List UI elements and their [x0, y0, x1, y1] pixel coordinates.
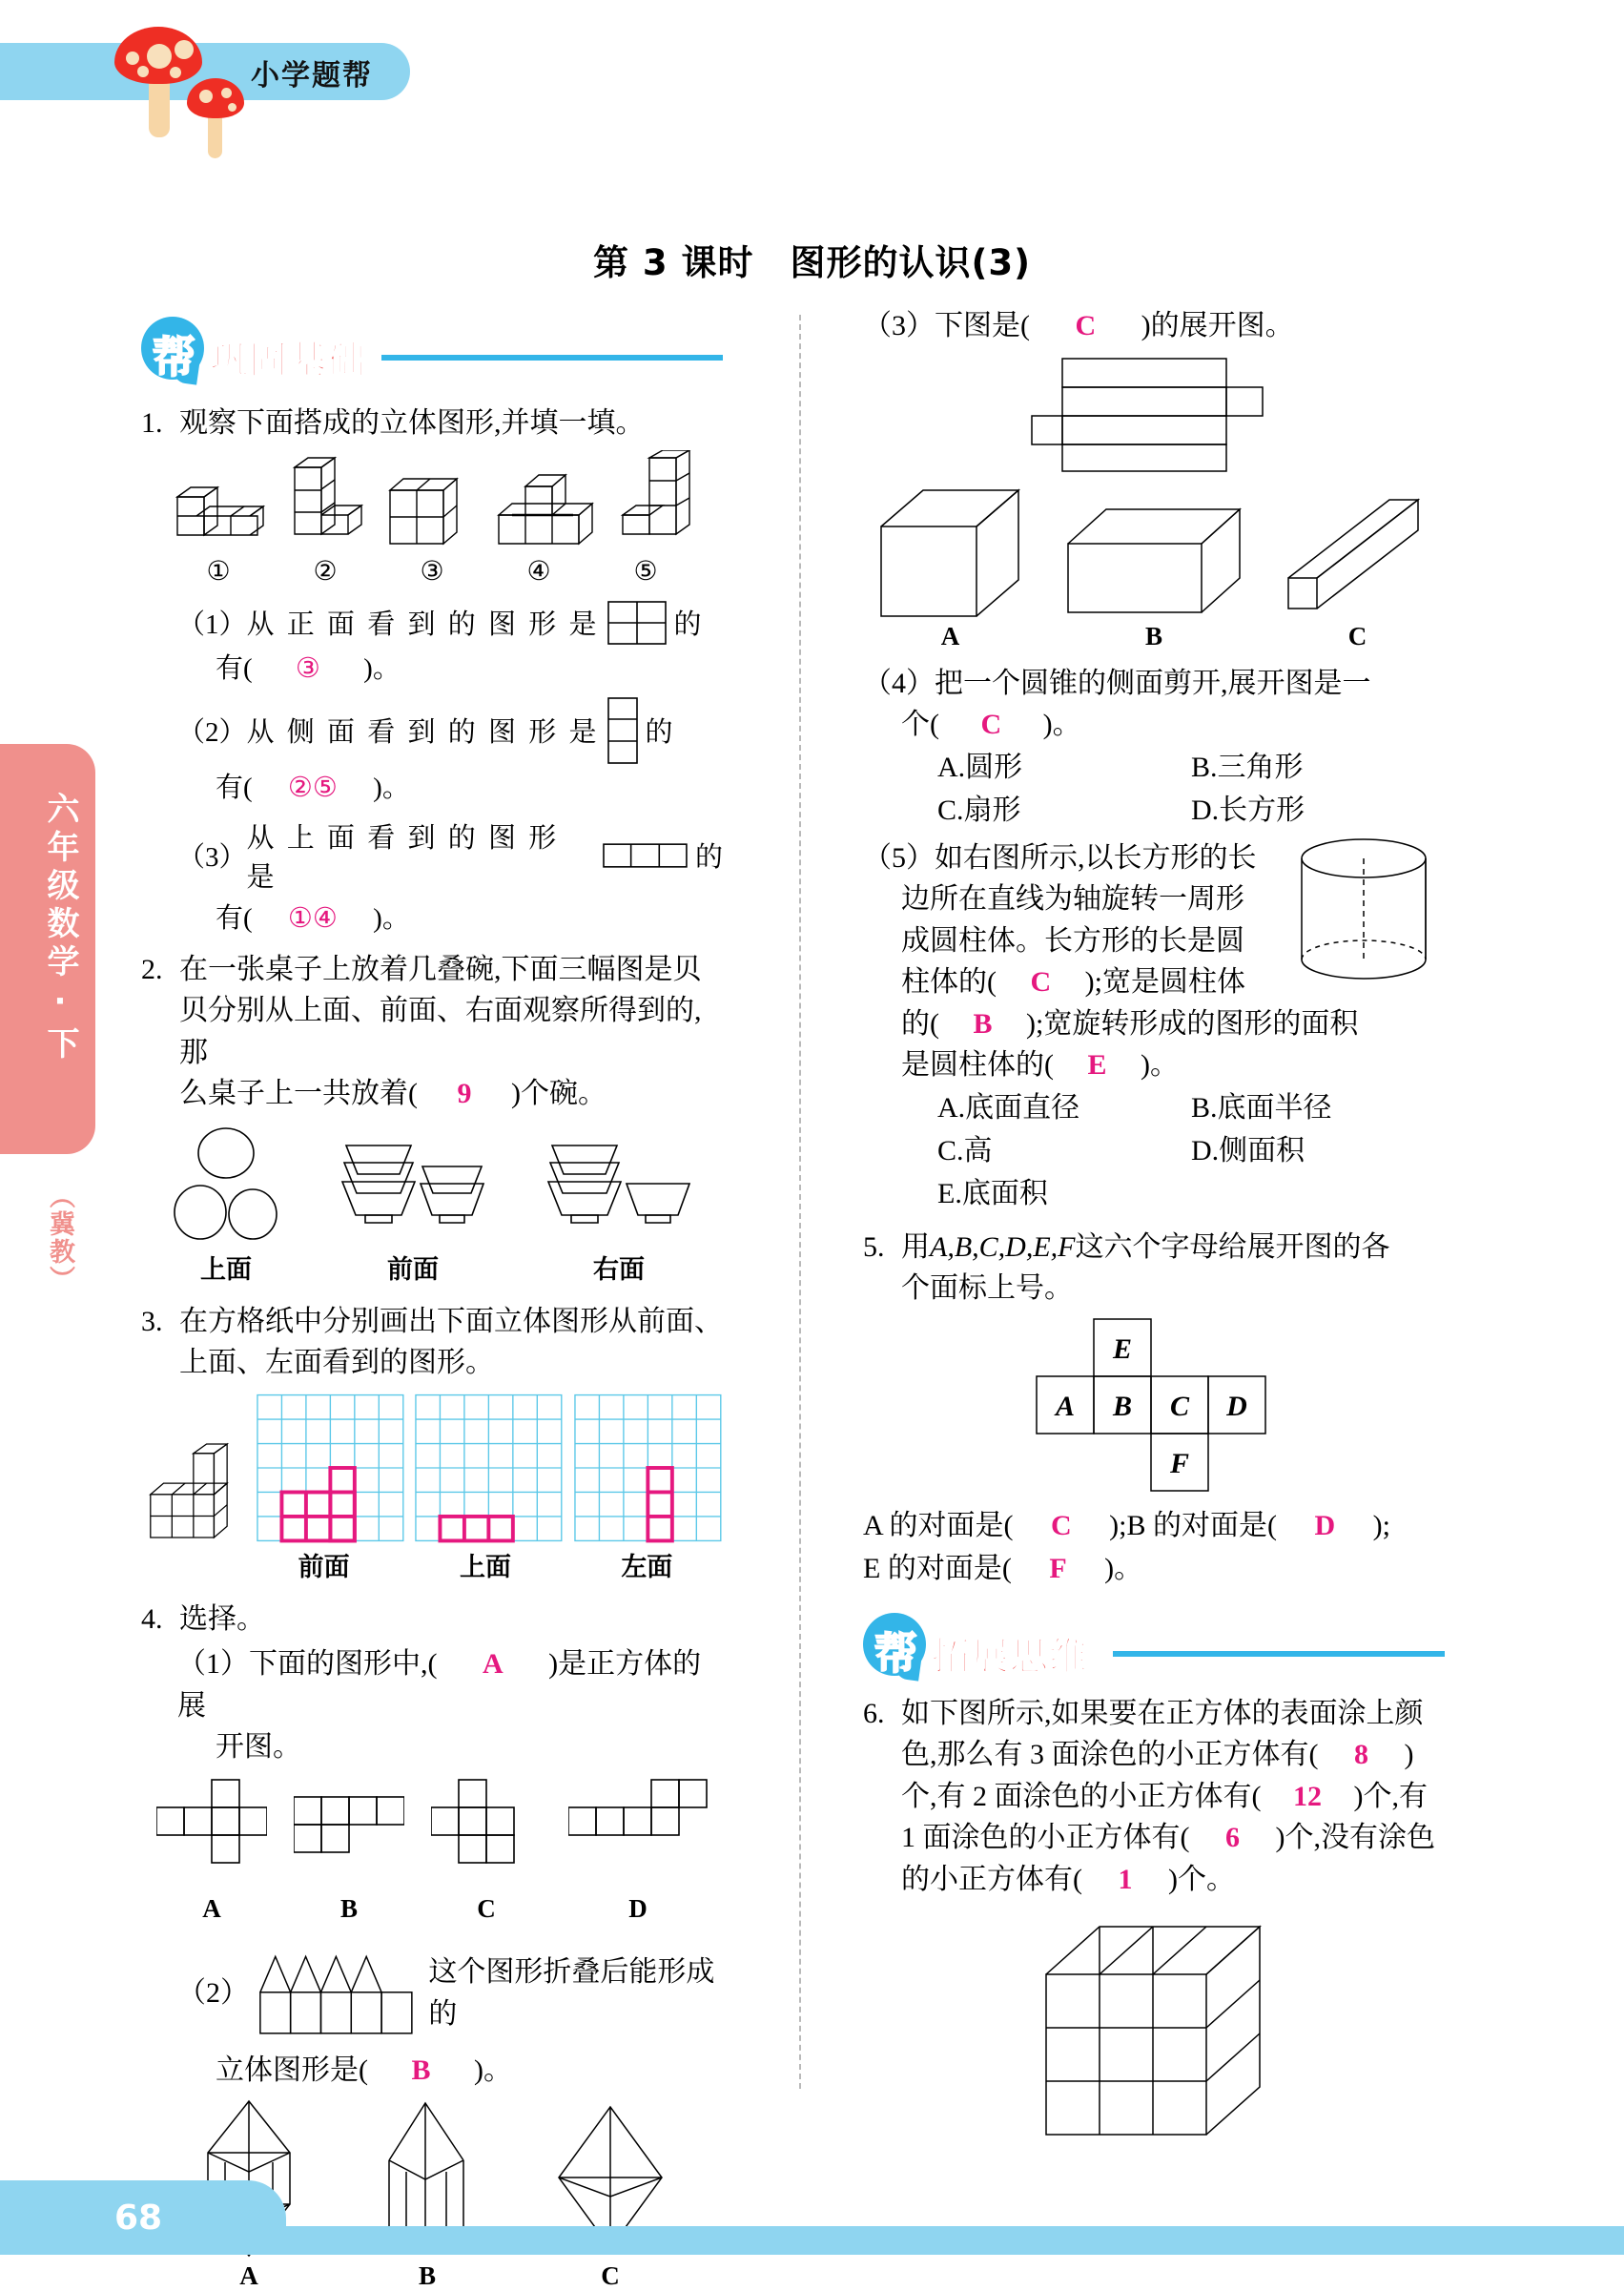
section-rule — [381, 355, 723, 361]
option-D[interactable] — [1191, 789, 1445, 832]
question-1-sub-3-answer-line — [216, 897, 723, 936]
answer-suffix: )。 — [373, 902, 410, 934]
solid-figure-4 — [493, 462, 596, 553]
figure-label: ② — [313, 556, 338, 587]
cube-3x3x3 — [1035, 1913, 1273, 2152]
question-4-sub3-labels — [863, 622, 1445, 651]
grid-label: 左面 — [621, 1552, 673, 1581]
option-key: D. — [1191, 794, 1220, 826]
sub-line-1: 如右图所示,以长方形的长 — [935, 841, 1257, 874]
sub-label: （2） — [177, 1976, 249, 2009]
page-title: 第 3 课时 图形的认识(3) — [592, 242, 1032, 283]
line-prefix: 个,有 2 面涂色的小正方体有( — [901, 1780, 1262, 1812]
question-6 — [863, 1693, 1445, 1901]
sub-suffix: )的展开图。 — [1141, 310, 1294, 341]
svg-text:E: E — [1112, 1332, 1133, 1365]
net-option-B — [294, 1778, 404, 1892]
question-4-sub5-options-row-1 — [937, 1086, 1445, 1129]
option-B[interactable] — [1191, 1086, 1445, 1129]
question-4-sub-1 — [177, 1643, 723, 1768]
line-suffix: ); — [1372, 1509, 1390, 1541]
view-label: 前面 — [387, 1254, 439, 1284]
solid-figure-3 — [384, 462, 472, 553]
sub-label: （1） — [177, 1648, 249, 1680]
cylinder-rotation-figure — [1292, 837, 1445, 1000]
question-1-text: 观察下面搭成的立体图形,并填一填。 — [179, 407, 645, 439]
answer-suffix: )。 — [373, 772, 410, 803]
sub-tail: 的 — [694, 842, 723, 873]
letters-list: A,B,C,D,E,F — [930, 1230, 1076, 1263]
section-badge-label: 帮 — [874, 1627, 918, 1679]
option-text: 长方形 — [1219, 794, 1305, 826]
question-6-number: 6. — [863, 1697, 885, 1729]
sub-text: 从 正 面 看 到 的 图 形 是 — [246, 609, 600, 640]
column-divider — [799, 315, 801, 2089]
option-text: 三角形 — [1217, 751, 1304, 783]
answer-value[interactable]: C — [1075, 310, 1097, 341]
option-key: D. — [1191, 1134, 1220, 1166]
figure-label: ⑤ — [633, 556, 658, 587]
line-prefix: 用 — [901, 1230, 930, 1263]
line-prefix: 是圆柱体的( — [901, 1049, 1054, 1081]
option-label: D — [628, 1893, 648, 1923]
sub-line-2: 开图。 — [216, 1731, 301, 1763]
question-4-sub-3 — [863, 305, 1445, 347]
sub-label: （5） — [863, 841, 935, 874]
page-number: 68 — [114, 2198, 163, 2238]
sub-label: （1） — [177, 609, 247, 640]
question-4-sub1-figures — [141, 1778, 723, 1892]
view-label: 右面 — [593, 1254, 645, 1284]
line-prefix: 的( — [901, 1007, 939, 1040]
sub-prefix: 下图是( — [935, 310, 1030, 341]
answer-value-3[interactable]: F — [1049, 1552, 1067, 1584]
side-tab-edition: （冀教） — [45, 1183, 74, 1293]
option-A[interactable] — [937, 1086, 1191, 1129]
option-label: A — [239, 2260, 258, 2290]
net-pentagon-prism — [258, 1937, 419, 2042]
question-1-sub-1-answer-line — [216, 647, 723, 686]
answer-value-2[interactable]: B — [973, 1007, 993, 1040]
question-4-sub1-labels — [141, 1894, 723, 1924]
question-1-figures — [141, 450, 723, 553]
solid-figure-stairs — [141, 1437, 246, 1544]
section-title-label: 拓展思维 — [932, 1634, 1088, 1679]
line-suffix: ) — [1404, 1739, 1414, 1770]
option-label: A — [940, 621, 960, 650]
question-2-figures — [141, 1125, 723, 1247]
line-prefix: 的小正方体有( — [901, 1863, 1082, 1895]
svg-text:A: A — [1055, 1390, 1076, 1422]
question-5-net — [863, 1317, 1445, 1495]
line-mid: );宽是圆柱体 — [1084, 966, 1245, 998]
svg-text:B: B — [1112, 1390, 1133, 1422]
option-label: C — [1347, 621, 1367, 650]
answer-prefix: 有( — [216, 902, 253, 934]
line-prefix: 么桌子上一共放着( — [179, 1078, 418, 1109]
sub-suffix: )是正方体的展 — [177, 1648, 702, 1722]
grid-left-view — [573, 1392, 723, 1544]
grid-label: 上面 — [459, 1552, 511, 1581]
right-column — [863, 305, 1445, 2152]
line-suffix: )个。 — [1168, 1863, 1235, 1895]
left-column — [141, 315, 723, 2291]
question-2-line-2: 贝分别从上面、前面、右面观察所得到的,那 — [179, 995, 702, 1068]
answer-prefix: 有( — [216, 772, 253, 803]
option-text: 底面半径 — [1217, 1091, 1332, 1124]
answer-value-3[interactable]: E — [1087, 1049, 1107, 1081]
option-D[interactable] — [1191, 1129, 1445, 1172]
line-mid: );宽旋转形成的图形的面积 — [1026, 1007, 1359, 1040]
option-label: B — [339, 1893, 358, 1923]
option-text: 侧面积 — [1219, 1134, 1305, 1166]
sub-tail: 的 — [645, 717, 673, 748]
question-4-sub3-figures — [863, 486, 1445, 620]
answer-prefix: 有( — [216, 652, 253, 684]
solid-cuboid-B — [1066, 486, 1243, 620]
line-mid: );B 的对面是( — [1109, 1509, 1277, 1541]
answer-value[interactable]: ①④ — [287, 902, 338, 934]
svg-text:D: D — [1226, 1390, 1247, 1422]
question-1-sub-2 — [177, 697, 723, 764]
section-header-extend — [863, 1611, 1445, 1685]
option-text: 扇形 — [963, 794, 1021, 826]
option-label: C — [601, 2260, 620, 2290]
question-1 — [141, 402, 723, 444]
mushroom-small-icon — [187, 78, 244, 162]
question-3-line-1: 在方格纸中分别画出下面立体图形从前面、 — [179, 1305, 723, 1337]
question-4-sub2-answer-line — [216, 2046, 723, 2088]
question-1-figure-labels — [141, 555, 723, 588]
question-2-line-1: 在一张桌子上放着几叠碗,下面三幅图是贝 — [179, 953, 702, 985]
question-3-number: 3. — [141, 1305, 163, 1337]
sub-line-2: 边所在直线为轴旋转一周形 — [901, 883, 1244, 915]
view-shape-front — [607, 601, 667, 645]
sub-label: （4） — [863, 667, 935, 699]
answer-value-1[interactable]: C — [1030, 966, 1052, 998]
option-E[interactable] — [937, 1172, 1191, 1215]
sub-line-1: 把一个圆锥的侧面剪开,展开图是一 — [935, 667, 1371, 699]
question-4-sub-2 — [177, 1937, 723, 2042]
bowls-top-view — [169, 1125, 283, 1247]
view-shape-side — [607, 697, 638, 764]
net-option-A — [156, 1778, 267, 1892]
solid-figure-5 — [617, 450, 691, 553]
option-B[interactable] — [1191, 746, 1445, 789]
line-suffix: )个,有 — [1353, 1780, 1428, 1812]
question-5-answers — [863, 1504, 1445, 1590]
option-label: B — [1144, 621, 1162, 650]
question-3-grid-labels — [141, 1546, 723, 1583]
figure-label: ④ — [526, 556, 551, 587]
question-3-line-2: 上面、左面看到的图形。 — [179, 1347, 494, 1378]
question-1-sub-1 — [177, 601, 723, 645]
option-key: E. — [937, 1177, 962, 1209]
grid-label: 前面 — [298, 1552, 350, 1581]
line-prefix: 立体图形是( — [216, 2054, 368, 2086]
answer-value-2[interactable]: 12 — [1293, 1780, 1322, 1812]
line-prefix: 1 面涂色的小正方体有( — [901, 1822, 1190, 1853]
question-4-sub-4 — [863, 663, 1445, 746]
solid-figure-2 — [289, 450, 363, 553]
solid-cube-A — [879, 486, 1022, 620]
side-tab-grade-subject: 六年级数学·下 — [41, 792, 79, 1064]
section-title-label: 巩固基础 — [210, 339, 366, 382]
option-label: C — [477, 1893, 496, 1923]
question-4-sub4-options-row-2 — [937, 789, 1445, 832]
question-6-figure — [863, 1913, 1445, 2152]
section-badge-label: 帮 — [153, 332, 196, 382]
answer-value[interactable]: ③ — [295, 652, 320, 684]
view-shape-top — [603, 843, 688, 868]
option-key: B. — [1191, 1091, 1218, 1124]
line-prefix: E 的对面是( — [863, 1552, 1012, 1584]
question-3 — [141, 1301, 723, 1384]
net-option-D — [568, 1778, 708, 1892]
question-5-line-2: 个面标上号。 — [901, 1272, 1073, 1304]
question-5-number: 5. — [863, 1230, 885, 1263]
figure-label: ③ — [420, 556, 444, 587]
net-rect-prism — [1030, 357, 1278, 473]
sub-label: （3） — [863, 310, 935, 341]
cube-net-labeled — [1035, 1317, 1273, 1495]
bowls-right-view — [543, 1125, 695, 1247]
question-1-sub-3 — [177, 816, 723, 895]
sub-text: 从 侧 面 看 到 的 图 形 是 — [246, 717, 600, 748]
question-4-sub5-options-row-3 — [937, 1172, 1445, 1215]
line-prefix: 个( — [901, 709, 939, 740]
svg-text:F: F — [1169, 1447, 1190, 1479]
svg-text:C: C — [1169, 1390, 1190, 1422]
line-prefix: A 的对面是( — [863, 1509, 1014, 1541]
sub-tail: 的 — [673, 609, 702, 640]
option-key: A. — [937, 751, 966, 783]
sub-prefix: 下面的图形中,( — [249, 1648, 438, 1680]
section-header-consolidate — [141, 315, 723, 389]
line-suffix: )。 — [1141, 1049, 1180, 1081]
option-key: B. — [1191, 751, 1218, 783]
question-4-sub-5 — [863, 837, 1445, 1086]
question-4-sub2-labels — [141, 2261, 723, 2291]
question-1-sub-2-answer-line — [216, 766, 723, 805]
question-5 — [863, 1227, 1445, 1310]
question-4 — [141, 1599, 723, 1641]
question-4-sub5-options-row-2 — [937, 1129, 1445, 1172]
header-logo-text: 小学题帮 — [251, 59, 373, 93]
answer-value[interactable]: ②⑤ — [287, 772, 338, 803]
sub-label: （3） — [177, 842, 247, 873]
question-4-sub3-net — [863, 357, 1445, 473]
line-prefix: 柱体的( — [901, 966, 997, 998]
grid-front-view — [256, 1392, 405, 1544]
question-2-view-labels — [141, 1249, 723, 1286]
option-text: 高 — [963, 1134, 993, 1166]
sub-text: 从 上 面 看 到 的 图 形 是 — [246, 822, 560, 893]
line-suffix: )。 — [1104, 1552, 1143, 1584]
figure-label: ① — [206, 556, 231, 587]
sub-line-3: 成圆柱体。长方形的长是圆 — [901, 924, 1244, 957]
option-A[interactable] — [937, 746, 1191, 789]
answer-value-1[interactable]: C — [1051, 1509, 1072, 1541]
bowls-front-view — [337, 1125, 489, 1247]
option-C[interactable] — [937, 789, 1191, 832]
question-4-sub4-options-row-1 — [937, 746, 1445, 789]
sub-label: （2） — [177, 717, 247, 748]
question-1-number: 1. — [141, 407, 163, 439]
grid-top-view — [414, 1392, 564, 1544]
question-4-text: 选择。 — [179, 1602, 265, 1635]
question-4-number: 4. — [141, 1602, 163, 1635]
line-suffix: )个,没有涂色 — [1275, 1822, 1435, 1853]
section-rule — [1113, 1651, 1445, 1657]
answer-value-3[interactable]: 6 — [1225, 1822, 1240, 1853]
question-2 — [141, 949, 723, 1115]
answer-suffix: )。 — [363, 652, 401, 684]
option-text: 底面积 — [961, 1177, 1048, 1209]
answer-value[interactable]: B — [411, 2054, 431, 2086]
answer-value[interactable]: 9 — [457, 1078, 472, 1109]
option-key: C. — [937, 794, 964, 826]
question-2-line-3 — [179, 1073, 723, 1115]
line-suffix: 这六个字母给展开图的各 — [1075, 1230, 1390, 1263]
option-label: B — [418, 2260, 436, 2290]
option-label: A — [202, 1893, 221, 1923]
line-suffix: )。 — [474, 2054, 513, 2086]
answer-value[interactable]: C — [980, 709, 1002, 740]
solid-figure-1 — [173, 463, 268, 553]
answer-value-4[interactable]: 1 — [1118, 1863, 1133, 1895]
question-2-number: 2. — [141, 953, 163, 985]
option-text: 圆形 — [965, 751, 1023, 783]
answer-value-1[interactable]: 8 — [1354, 1739, 1368, 1770]
option-key: C. — [937, 1134, 964, 1166]
sub-text: 这个图形折叠后能形成的 — [428, 1955, 715, 2030]
line-suffix: )个碗。 — [511, 1078, 606, 1109]
line-suffix: )。 — [1042, 709, 1081, 740]
question-3-figures — [141, 1392, 723, 1544]
solid-bar-C — [1286, 486, 1429, 620]
answer-value-2[interactable]: D — [1314, 1509, 1336, 1541]
question-6-line-1: 如下图所示,如果要在正方体的表面涂上颜 — [901, 1697, 1424, 1729]
option-text: 底面直径 — [965, 1091, 1080, 1124]
answer-value[interactable]: A — [483, 1648, 504, 1680]
option-key: A. — [937, 1091, 966, 1124]
view-label: 上面 — [200, 1254, 252, 1284]
net-option-C — [431, 1778, 542, 1892]
line-prefix: 色,那么有 3 面涂色的小正方体有( — [901, 1739, 1319, 1770]
option-C[interactable] — [937, 1129, 1191, 1172]
